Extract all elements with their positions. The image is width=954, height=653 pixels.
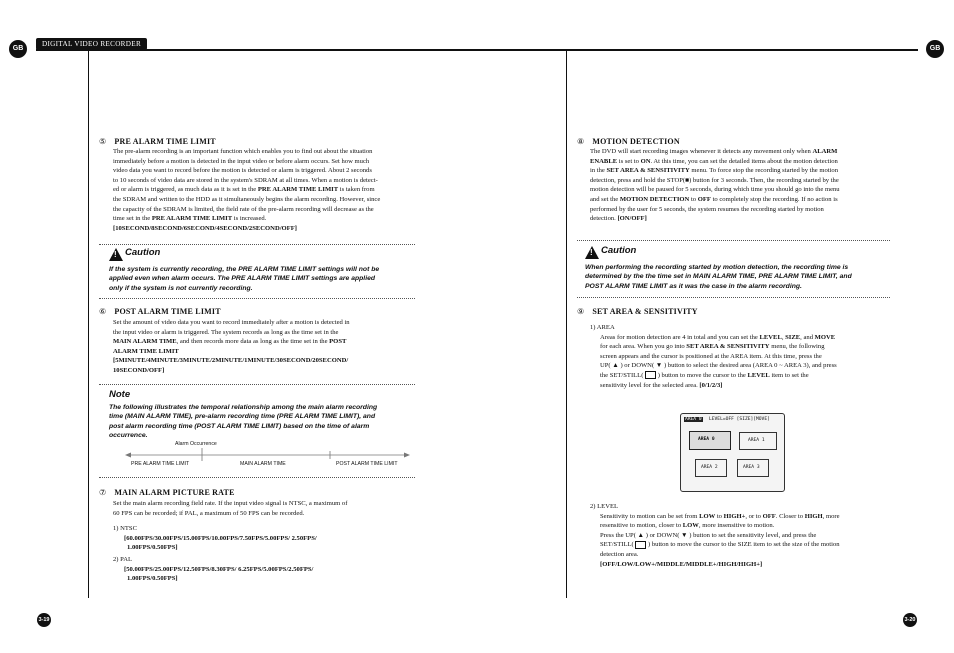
section-6-heading: ⑥ POST ALARM TIME LIMIT [99,307,221,316]
timeline-main-label: MAIN ALARM TIME [240,461,286,467]
note-text: The following illustrates the temporal relationship among the main alarm recording time (MAIN ALARM TIME), pre-alarm recording time (PRE ALARM TIME LIMIT), and post alarm recording time (POST ALARM TIME LIMIT) based on the time of alarm occurrence. [109,404,378,440]
caution-icon [109,248,123,261]
area-menu-line: LEVEL=OFF [SIZE][MOVE] [709,417,770,422]
divider [99,477,415,478]
caution-icon [585,246,599,259]
section-6-body: Set the amount of video data you want to record immediately after a motion is detected in the input video or alarm is triggered. The system records as long as the time set in the MAIN ALARM TIME, and then records more data as long as the time set in the POST ALARM TIME LIMIT [5MINUTE/4MINUTE/3MINUTE/2MINUTE/1MINUTE/30SECOND/20SECOND/ 10SECOND/OFF] [113,319,350,374]
section-9-level: 2) LEVEL Sensitivity to motion can be set from LOW to HIGH+, or to OFF. Closer to HIGH, more resensitive to motion, closer to LOW, more insensitive to motion. Press the UP( ▲ ) or DOWN( ▼ ) button to set the sensitivity level, and press the SET/STILL( ) button to move the cursor to the SIZE item to set the size of the motion detection area. [OFF/LOW/LOW+/MIDDLE/MIDDLE+/HIGH/HIGH+] [590,503,840,568]
section-7-heading: ⑦ MAIN ALARM PICTURE RATE [99,488,235,497]
page-number-left: 3-19 [37,613,51,627]
area-screen-illustration [680,413,785,492]
divider [577,240,890,241]
divider [577,297,890,298]
header-title: DIGITAL VIDEO RECORDER [36,38,147,50]
gb-badge-left: GB [9,40,27,58]
section-9-area: 1) AREA Areas for motion detection are 4 in total and you can set the LEVEL, SIZE, and MOVE for each area. When you go into SET AREA & SENSITIVITY menu, the following screen appears and the cursor is positioned at the AREA item. At this time, press the UP( ▲ ) or DOWN( ▼ ) button to select the desired area (AREA 0 ~ AREA 3), and press the SET/STILL( ) button to move the cursor to the LEVEL item to set the sensitivity level for the selected area. [0/1/2/3] [590,324,837,389]
timeline-post-label: POST ALARM TIME LIMIT [336,461,398,467]
header-rule-right [476,49,918,51]
caution-text-left: If the system is currently recording, the PRE ALARM TIME LIMIT settings will not be applied even when alarm occurs. The PRE ALARM TIME LIMIT settings are applied only if the system is not currently recording. [109,266,380,292]
area-tag: AREA 0 [685,417,702,422]
section-8-heading: ⑧ MOTION DETECTION [577,137,680,146]
page-number-right: 3-20 [903,613,917,627]
section-5-heading: ⑤ PRE ALARM TIME LIMIT [99,137,216,146]
section-5-body: The pre-alarm recording is an important function which enables you to find out about the situation immediately before a motion is detected in the input video or before alarm occurs. Set how much video data you want to record before the motion is detected or alarm is triggered. About 2 seconds to 10 seconds of video data are stored in the system's SDRAM at all times. When a motion is detect- ed or alarm is triggered, as much data as it is set in the PRE ALARM TIME LIMIT is taken from the SDRAM and written to the HDD as it simultaneously begins the alarm recording. However, since the capacity of the SDRAM is limited, the field rate of the pre-alarm recording will decrease as the time set in the PRE ALARM TIME LIMIT is increased. [10SECOND/8SECOND/6SECOND/4SECOND/2SECOND/OFF] [113,148,381,232]
area-3-box: AREA 3 [737,459,769,477]
set-still-icon [635,541,646,549]
gb-badge-right: GB [926,40,944,58]
set-still-icon [645,371,656,379]
caution-title-right: Caution [601,245,637,256]
divider [99,384,415,385]
section-8-body: The DVD will start recording images whenever it detects any movement only when ALARM ENABLE is set to ON. At this time, you can set the detailed items about the motion detection in the SET AREA & SENSITIVITY menu. To force stop the recording started by the motion detection, press and hold the STOP(■) button for 3 seconds. Then, the recording started by the motion detection will be paused for 5 seconds, during which time you should go into the menu and set the MOTION DETECTION to OFF to completely stop the recording. If no action is performed by the user for 5 seconds, the system resumes the recording started by motion detection. [ON/OFF] [590,148,840,223]
area-0-box: AREA 0 [689,431,731,450]
center-rule [566,50,567,598]
divider [99,298,415,299]
timeline-pre-label: PRE ALARM TIME LIMIT [131,461,190,467]
caution-title-left: Caution [125,247,161,258]
caution-text-right: When performing the recording started by motion detection, the recording time is determined by the the time set in MAIN ALARM TIME, PRE ALARM TIME LIMIT, and POST ALARM TIME LIMIT as it was the case in the alarm recording. [585,264,852,290]
alarm-occurrence-label: Alarm Occurrence [175,441,217,447]
section-7-body: Set the main alarm recording field rate. If the input video signal is NTSC, a maximum of 60 FPS can be recorded; if PAL, a maximum of 50 FPS can be recorded. 1) NTSC [60.00FPS/30.00FPS/15.00FPS/10.00FPS/7.50FPS/5.00FPS/ 2.50FPS/ 1.00FPS/0.50FPS] 2) PAL [50.00FPS/25.00FPS/12.50FPS/8.30FPS/ 6.25FPS/5.00FPS/2.50FPS/ 1.00FPS/0.50FPS] [113,500,348,583]
left-margin-rule [88,50,89,598]
area-2-box: AREA 2 [695,459,727,477]
divider [99,244,415,245]
area-1-box: AREA 1 [739,432,777,450]
note-title: Note [109,389,131,400]
section-9-heading: ⑨ SET AREA & SENSITIVITY [577,307,698,316]
timeline-diagram [125,448,410,462]
header-rule-left [36,49,476,51]
